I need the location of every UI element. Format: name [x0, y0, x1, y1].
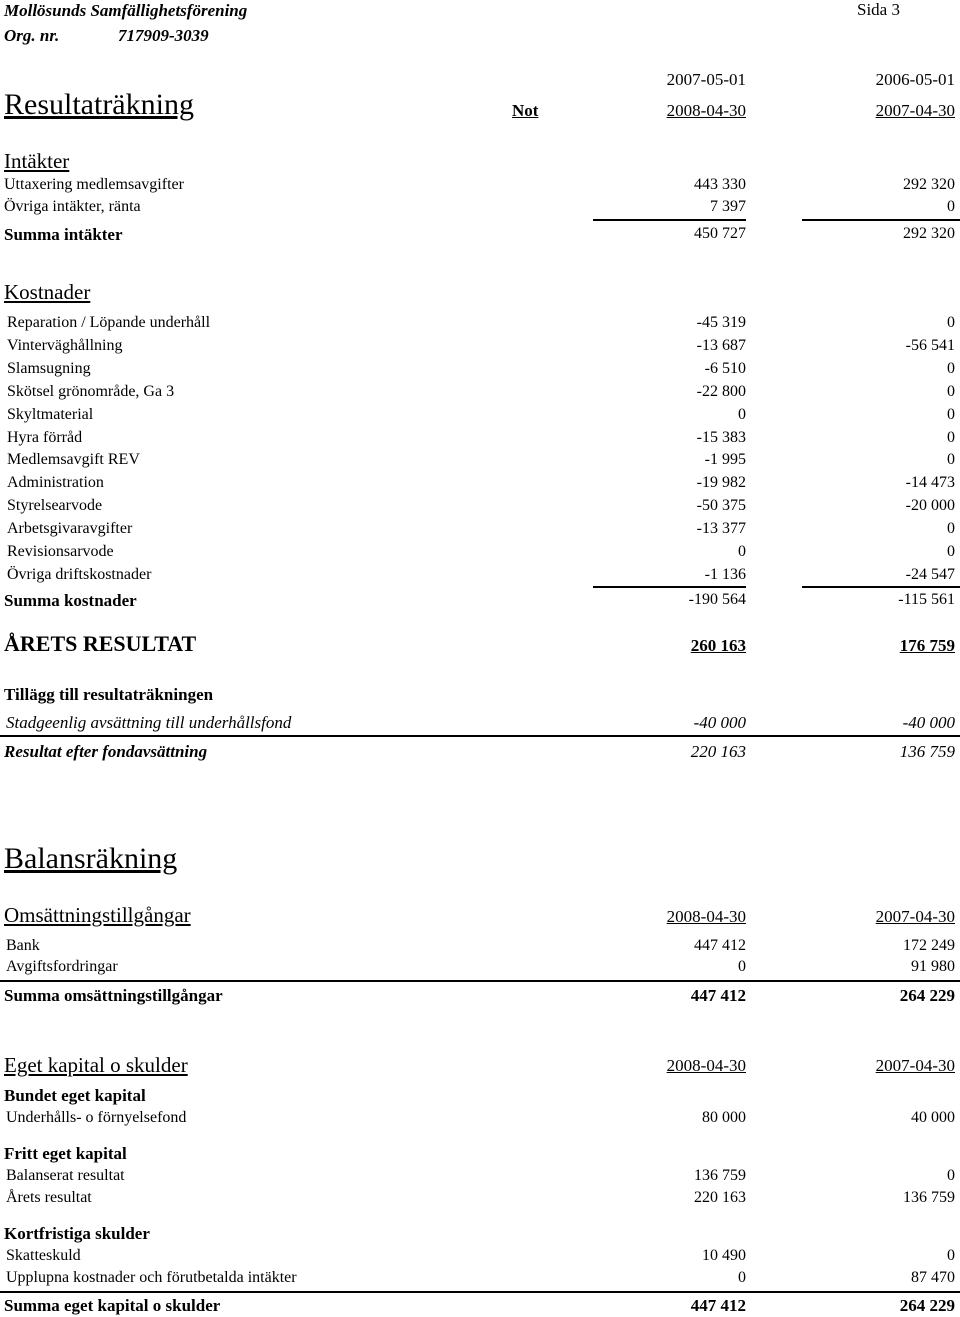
- row-v2: 0: [947, 198, 955, 215]
- row-v1: 447 412: [694, 937, 746, 954]
- kostnad-v1: -22 800: [696, 383, 746, 400]
- row-label: Övriga intäkter, ränta: [4, 198, 141, 215]
- row-label: Underhålls- o förnyelsefond: [6, 1109, 187, 1126]
- kostnad-label: Skyltmaterial: [7, 406, 94, 423]
- tillagg-heading: Tillägg till resultaträkningen: [4, 685, 214, 704]
- oms-heading: Omsättningstillgångar: [4, 903, 191, 927]
- kostnad-label: Medlemsavgift REV: [7, 451, 140, 468]
- row-v2: 292 320: [903, 176, 955, 193]
- kostnad-v1: -13 377: [696, 520, 746, 537]
- row-label: Skatteskuld: [6, 1247, 81, 1264]
- summa-kostnader-v2: -115 561: [898, 591, 955, 608]
- oms-d2: 2007-04-30: [875, 907, 955, 926]
- row-v1: 136 759: [694, 1167, 746, 1184]
- rule: [0, 1291, 960, 1293]
- rule: [802, 219, 960, 221]
- kostnad-v1: -6 510: [704, 360, 746, 377]
- row-label: Avgiftsfordringar: [6, 958, 118, 975]
- kostnad-label: Skötsel grönområde, Ga 3: [7, 383, 175, 400]
- kostnad-v2: 0: [947, 520, 955, 537]
- summa-eget-label: Summa eget kapital o skulder: [4, 1296, 221, 1315]
- oms-d1: 2008-04-30: [666, 907, 746, 926]
- eget-heading: Eget kapital o skulder: [4, 1053, 188, 1077]
- kostnad-v2: 0: [947, 360, 955, 377]
- row-v1: 443 330: [694, 176, 746, 193]
- row-v1: 7 397: [710, 198, 746, 215]
- kostnad-v1: 0: [738, 543, 746, 560]
- kostnad-label: Slamsugning: [7, 360, 91, 377]
- balans-title: Balansräkning: [4, 842, 178, 875]
- eget-d2: 2007-04-30: [875, 1056, 955, 1075]
- kostnad-v1: -1 995: [704, 451, 746, 468]
- not-label: Not: [512, 101, 539, 120]
- rule: [593, 586, 746, 588]
- rule: [593, 219, 746, 221]
- col1-from: 2007-05-01: [666, 70, 746, 89]
- summa-intakter-v1: 450 727: [694, 225, 746, 242]
- arets-resultat-label: ÅRETS RESULTAT: [4, 631, 197, 656]
- row-v1: 0: [738, 958, 746, 975]
- row-v1: 80 000: [702, 1109, 746, 1126]
- org-nr-label: Org. nr.: [4, 26, 60, 45]
- rule: [0, 980, 960, 982]
- summa-intakter-label: Summa intäkter: [4, 225, 123, 244]
- row-v1: 10 490: [702, 1247, 746, 1264]
- kostnad-v1: -19 982: [696, 474, 746, 491]
- kostnad-v2: 0: [947, 429, 955, 446]
- bundet-heading: Bundet eget kapital: [4, 1086, 146, 1105]
- row-v2: 0: [947, 1247, 955, 1264]
- kostnad-label: Övriga driftskostnader: [7, 566, 152, 583]
- kostnad-v1: -1 136: [704, 566, 746, 583]
- kostnad-v2: -56 541: [905, 337, 955, 354]
- col1-to: 2008-04-30: [666, 101, 746, 120]
- org-name: Mollösunds Samfällighetsförening: [4, 1, 248, 20]
- resultat-efter-v2: 136 759: [899, 742, 955, 761]
- rule: [0, 735, 960, 737]
- intakter-heading: Intäkter: [4, 149, 70, 173]
- kostnad-label: Arbetsgivaravgifter: [7, 520, 133, 537]
- col2-from: 2006-05-01: [875, 70, 955, 89]
- summa-oms-v2: 264 229: [899, 986, 955, 1005]
- page-number: Sida 3: [857, 0, 900, 19]
- kostnad-v1: -45 319: [696, 314, 746, 331]
- resultat-efter-v1: 220 163: [690, 742, 746, 761]
- kort-heading: Kortfristiga skulder: [4, 1224, 150, 1243]
- arets-resultat-v1: 260 163: [690, 636, 746, 655]
- kostnad-v1: -50 375: [696, 497, 746, 514]
- row-v2: 0: [947, 1167, 955, 1184]
- kostnad-v2: 0: [947, 406, 955, 423]
- kostnad-label: Reparation / Löpande underhåll: [7, 314, 211, 331]
- row-label: Bank: [6, 937, 40, 954]
- kostnad-label: Administration: [7, 474, 104, 491]
- summa-oms-label: Summa omsättningstillgångar: [4, 986, 223, 1005]
- row-v2: 91 980: [911, 958, 955, 975]
- row-v2: 40 000: [911, 1109, 955, 1126]
- row-v2: 136 759: [903, 1189, 955, 1206]
- row-v1: 220 163: [694, 1189, 746, 1206]
- row-v2: 172 249: [903, 937, 955, 954]
- row-label: Årets resultat: [6, 1189, 92, 1206]
- kostnad-v1: -15 383: [696, 429, 746, 446]
- summa-kostnader-v1: -190 564: [688, 591, 746, 608]
- resultat-efter-label: Resultat efter fondavsättning: [4, 742, 208, 761]
- rule: [802, 586, 960, 588]
- arets-resultat-v2: 176 759: [899, 636, 955, 655]
- tillagg-row-label: Stadgeenlig avsättning till underhållsfond: [6, 713, 292, 732]
- kostnad-label: Styrelsearvode: [7, 497, 103, 514]
- kostnad-v1: -13 687: [696, 337, 746, 354]
- col2-to: 2007-04-30: [875, 101, 955, 120]
- tillagg-row-v2: -40 000: [902, 713, 955, 732]
- summa-eget-v1: 447 412: [690, 1296, 746, 1315]
- kostnad-label: Vinterväghållning: [7, 337, 123, 354]
- kostnad-v2: -20 000: [905, 497, 955, 514]
- kostnad-v2: 0: [947, 314, 955, 331]
- kostnad-v1: 0: [738, 406, 746, 423]
- org-nr: 717909-3039: [118, 26, 209, 45]
- summa-oms-v1: 447 412: [690, 986, 746, 1005]
- summa-eget-v2: 264 229: [899, 1296, 955, 1315]
- row-label: Upplupna kostnader och förutbetalda intäkter: [6, 1269, 297, 1286]
- summa-kostnader-label: Summa kostnader: [4, 591, 137, 610]
- tillagg-row-v1: -40 000: [693, 713, 746, 732]
- kostnad-label: Hyra förråd: [7, 429, 83, 446]
- kostnad-label: Revisionsarvode: [7, 543, 114, 560]
- eget-d1: 2008-04-30: [666, 1056, 746, 1075]
- kostnad-v2: 0: [947, 543, 955, 560]
- row-v1: 0: [738, 1269, 746, 1286]
- fritt-heading: Fritt eget kapital: [4, 1144, 127, 1163]
- kostnad-v2: 0: [947, 451, 955, 468]
- summa-intakter-v2: 292 320: [903, 225, 955, 242]
- row-label: Balanserat resultat: [6, 1167, 125, 1184]
- row-label: Uttaxering medlemsavgifter: [4, 176, 184, 193]
- row-v2: 87 470: [911, 1269, 955, 1286]
- kostnad-v2: 0: [947, 383, 955, 400]
- kostnad-v2: -14 473: [905, 474, 955, 491]
- kostnad-v2: -24 547: [905, 566, 955, 583]
- resultat-title: Resultaträkning: [4, 88, 194, 121]
- kostnader-heading: Kostnader: [4, 280, 91, 304]
